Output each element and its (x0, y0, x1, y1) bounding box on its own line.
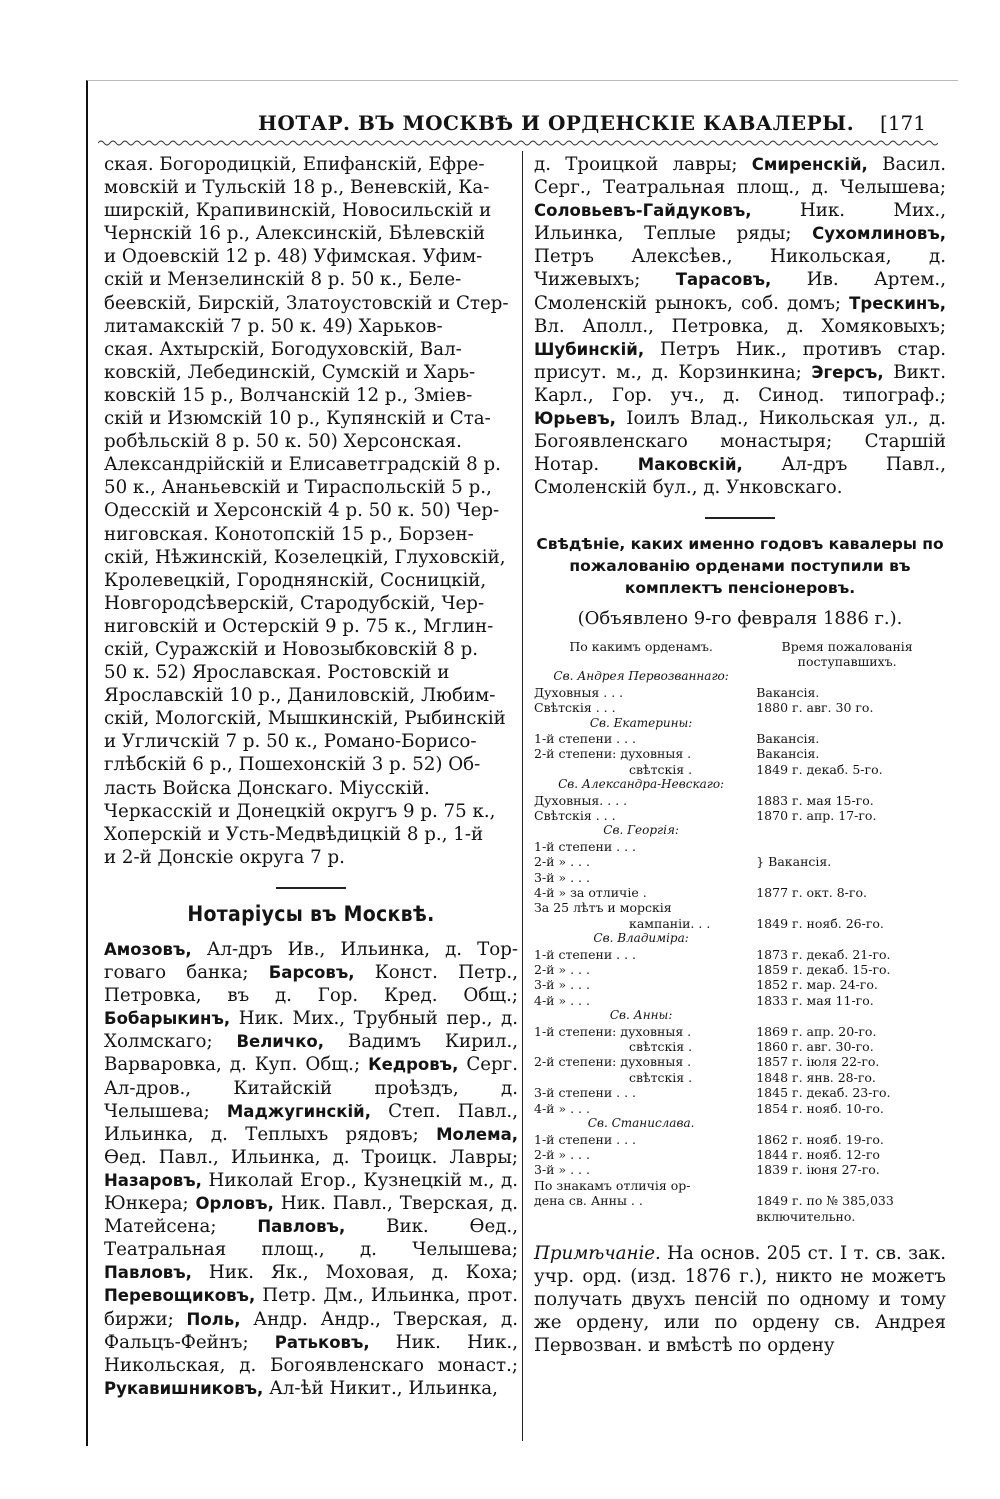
table-row (534, 1085, 946, 1100)
notary-name: Кедровъ, (368, 1055, 459, 1075)
notary-details: Ал-дръ Павл., Смоленскій бул., д. Унковскаго. (534, 454, 946, 499)
award-date: Вакансія. (756, 746, 820, 762)
award-date (748, 1008, 946, 1023)
notary-name: Смиренскій, (751, 155, 868, 174)
notary-name: Шубинскій, (534, 339, 645, 359)
table-row (534, 1193, 946, 1208)
award-date: 1849 г. нояб. 26-го. (756, 915, 884, 931)
notary-details: Васил. Серг., Театральная площ., д. Челышева; (534, 154, 946, 199)
notary-details: Ал-ѣй Никит., Ильинка, (263, 1377, 498, 1399)
notary-name: Ратьковъ, (274, 1332, 370, 1352)
table-subheader-row (534, 777, 946, 792)
table-header-row (534, 639, 946, 670)
text-line: литамакскій 7 р. 50 к. 49) Харьков- (104, 315, 443, 337)
text-line: Чернскій 16 р., Алексинскій, Бѣлевскій (104, 223, 486, 245)
table-subheader-row (534, 1008, 946, 1023)
table-row (534, 854, 946, 869)
page-number: [171 (880, 111, 926, 135)
notary-name: Павловъ, (257, 1217, 346, 1237)
table-row (534, 1070, 946, 1085)
notary-name: Молема, (436, 1124, 518, 1144)
text-line: ская. Богородицкій, Епифанскій, Ефре- (104, 154, 485, 175)
award-date: 1844 г. нояб. 12-го (756, 1146, 880, 1162)
text-line: робѣльскій 8 р. 50 к. 50) Херсонская. (104, 431, 462, 453)
notary-details: Іоилъ Влад., Никольская ул., д. Богоявленскаго монастыря; Старшій Нотар. (534, 408, 946, 476)
notary-name: Трескинъ, (849, 293, 946, 313)
notary-name: Бобарыкинъ, (104, 1009, 231, 1029)
award-date (748, 1116, 946, 1131)
notary-name: Маковскій, (637, 455, 743, 475)
award-date: 1852 г. мар. 24-го. (756, 977, 878, 993)
notary-details: Ник. Мих., Ильинка, Теплые ряды; (534, 200, 946, 245)
orders-table (534, 639, 946, 1224)
text-line: и 2-й Донскіе округа 7 р. (104, 846, 345, 868)
order-degree: свѣтскія . (629, 761, 693, 777)
table-row (534, 962, 946, 977)
text-line: ниговская. Конотопскій 15 р., Борзен- (104, 523, 474, 545)
text-line: Ярославскій 10 р., Даниловскій, Любим- (104, 685, 496, 707)
notary-name: Амозовъ, (104, 940, 192, 959)
table-subheader-row (534, 669, 946, 684)
award-date: Вакансія. (756, 684, 820, 700)
table-row (534, 947, 946, 962)
announcement-date: (Объявлено 9-го февраля 1886 г.). (577, 608, 903, 630)
notary-details: Ал-дръ Ив., Ильинка, д. Тор-говаго банка; (104, 939, 518, 984)
order-degree: 4-й » . . . (534, 992, 590, 1008)
notary-details: Ѳед. Павл., Ильинка, д. Троицк. Лавры; (104, 1146, 518, 1168)
award-date: 1880 г. авг. 30 го. (756, 700, 874, 716)
text-line: ниговскій и Остерскій 9 р. 75 к., Мглин- (104, 615, 494, 637)
column-header-time: Время пожалованія поступавшихъ. (781, 638, 913, 669)
award-date: 1833 г. мая 11-го. (756, 992, 874, 1008)
notary-details: Ник. Як., Моховая, д. Коха; (191, 1262, 518, 1284)
table-row (534, 731, 946, 746)
order-degree: 2-й » . . . (534, 854, 590, 870)
page-header (88, 111, 948, 141)
table-row (534, 1039, 946, 1054)
text-line: глѣбскій 6 р., Пошехонскій 3 р. 52) Об- (104, 754, 481, 776)
notary-details: Вик. Ѳед., Театральная площ., д. Челышева; (104, 1216, 518, 1261)
order-degree: 1-й степени: духовныя . (534, 1023, 692, 1039)
notary-name: Павловъ, (104, 1263, 192, 1283)
table-row (534, 1209, 946, 1224)
table-row (534, 1101, 946, 1116)
award-date (748, 839, 946, 854)
text-line: и Угличскій 7 р. 50 к., Романо-Борисо- (104, 731, 477, 753)
order-name: Св. Станислава. (587, 1116, 695, 1131)
table-row (534, 808, 946, 823)
table-row (534, 1162, 946, 1177)
notary-details: Викт. Карл., Гор. уч., д. Синод. типограф.; (534, 361, 946, 406)
notary-name: Поль, (186, 1309, 241, 1329)
notary-name: Соловьевъ-Гайдуковъ, (534, 201, 752, 221)
notary-name: Барсовъ, (268, 963, 355, 983)
text-line: скій, Мологскій, Мышкинскій, Рыбинскій (104, 708, 506, 730)
notary-details: Петръ Ник., противъ стар. присут. м., д. Корзинкина; (534, 338, 946, 383)
table-row (534, 1147, 946, 1162)
order-degree: Духовныя. . . . (534, 792, 628, 808)
notary-details: Ник. Мих., Трубный пер., д. Холмскаго; (104, 1008, 518, 1053)
text-line: беевскій, Бирскій, Златоустовскій и Стер- (104, 292, 509, 314)
award-date: включительно. (756, 1208, 856, 1224)
wavy-rule (98, 139, 938, 147)
table-subheader-row (534, 931, 946, 946)
text-line: ширскій, Крапивинскій, Новосильскій и (104, 200, 492, 222)
notary-details: Степ. Павл., Ильинка, д. Теплыхъ рядовъ; (104, 1100, 518, 1145)
text-line: ковскій, Лебединскій, Сумскій и Харь- (104, 361, 476, 383)
order-degree: Духовныя . . . (534, 684, 624, 700)
award-date: 1883 г. мая 15-го. (756, 792, 874, 808)
notary-name: Назаровъ, (104, 1170, 202, 1190)
text-line: Черкасскій и Донецкій округъ 9 р. 75 к., (104, 800, 496, 822)
notary-name: Сухомлиновъ, (812, 224, 946, 244)
award-date (748, 900, 946, 915)
text-line: ская. Ахтырскій, Богодуховскій, Вал- (104, 338, 462, 360)
regions-text (104, 153, 518, 869)
text-line: Хоперскій и Усть-Медвѣдицкій 8 р., 1-й (104, 823, 484, 845)
order-degree: 3-й » . . . (534, 977, 590, 993)
table-row (534, 700, 946, 715)
running-title: НОТАР. ВЪ МОСКВѢ И ОРДЕНСКІЕ КАВАЛЕРЫ. (258, 111, 855, 135)
award-date (748, 823, 946, 838)
order-degree: 3-й степени . . . (534, 1085, 637, 1101)
table-row (534, 1024, 946, 1039)
table-row (534, 839, 946, 854)
award-date: 1857 г. іюля 22-го. (756, 1054, 880, 1070)
table-subheader-row (534, 1116, 946, 1131)
order-degree: 1-й степени . . . (534, 946, 637, 962)
order-degree: 3-й » . . . (534, 1162, 590, 1178)
notary-details: Ник. Ник., Никольская, д. Богоявленскаго монаст.; (104, 1331, 518, 1376)
award-date: 1859 г. декаб. 15-го. (756, 962, 891, 978)
notaries-list-continued (534, 153, 946, 499)
info-title: Свѣдѣніе, каких именно годовъ кавалеры по пожалованію орденами поступили въ комплектъ пенсіонеровъ. (536, 535, 944, 598)
notaries-list (104, 938, 518, 1400)
award-date (748, 870, 946, 885)
award-date: 1854 г. нояб. 10-го. (756, 1100, 884, 1116)
text-line: Новгородсѣверскій, Стародубскій, Чер- (104, 592, 485, 614)
order-degree: Свѣтскія . . . (534, 700, 616, 716)
award-date: 1860 г. авг. 30-го. (756, 1039, 874, 1055)
award-date: } Вакансія. (756, 854, 832, 870)
table-row (534, 916, 946, 931)
table-row (534, 900, 946, 915)
page-frame (86, 80, 958, 1446)
notary-name: Тарасовъ, (675, 270, 772, 290)
text-line: Александрійскій и Елисаветградскій 8 р. (104, 454, 501, 476)
table-subheader-row (534, 823, 946, 838)
text-line: мовскій и Тульскій 18 р., Веневскій, Ка- (104, 177, 490, 199)
section-rule-right (705, 517, 775, 519)
order-name: Св. Александра-Невскаго: (558, 777, 725, 792)
notary-details: д. Троицкой лавры; (534, 154, 752, 175)
table-row (534, 870, 946, 885)
table-row (534, 1178, 946, 1193)
order-name: Св. Георгія: (603, 823, 679, 838)
section-rule (276, 887, 346, 889)
order-degree: За 25 лѣтъ и морскія (534, 900, 672, 916)
table-row (534, 746, 946, 761)
award-date: 1839 г. іюня 27-го. (756, 1162, 880, 1178)
order-degree: 1-й степени . . . (534, 838, 637, 854)
text-line: 50 к., Ананьевскій и Тираспольскій 5 р., (104, 477, 492, 499)
order-degree: свѣтскія . (629, 1039, 693, 1055)
notary-name: Эгерсъ, (811, 362, 884, 382)
order-degree: 2-й » . . . (534, 962, 590, 978)
order-degree: 2-й степени: духовныя . (534, 1054, 692, 1070)
notary-details: Вадимъ Кирил., Варваровка, д. Куп. Общ.; (104, 1031, 519, 1076)
award-date: 1849 г. декаб. 5-го. (756, 761, 883, 777)
award-date: Вакансія. (756, 730, 820, 746)
table-subheader-row (534, 716, 946, 731)
order-degree (534, 1209, 748, 1224)
footnote-label: Примѣчаніе. (534, 1242, 661, 1264)
award-date: 1870 г. апр. 17-го. (756, 807, 877, 823)
table-row (534, 1054, 946, 1069)
text-line: Кролевецкій, Городнянскій, Сосницкій, (104, 569, 487, 591)
award-date: 1849 г. по № 385,033 (756, 1193, 894, 1209)
order-degree: 4-й » . . . (534, 1100, 590, 1116)
text-line: 50 к. 52) Ярославская. Ростовскій и (104, 662, 450, 684)
order-name: Св. Владиміра: (593, 931, 689, 946)
award-date (748, 1178, 946, 1193)
award-date (748, 931, 946, 946)
notary-details: Николай Егор., Кузнецкій м., д. Юнкера; (104, 1169, 518, 1215)
order-degree: Свѣтскія . . . (534, 807, 616, 823)
order-degree: 2-й степени: духовныя . (534, 746, 692, 762)
text-line: скій, Нѣжинскій, Козелецкій, Глуховскій, (104, 546, 506, 568)
award-date: 1869 г. апр. 20-го. (756, 1023, 877, 1039)
table-row (534, 1132, 946, 1147)
table-row (534, 685, 946, 700)
award-date: 1848 г. янв. 28-го. (756, 1069, 876, 1085)
notary-details: Петр. Дм., Ильинка, прот. биржи; (104, 1285, 518, 1330)
notary-details: Вл. Аполл., Петровка, д. Хомяковыхъ; (534, 315, 946, 337)
award-date: 1873 г. декаб. 21-го. (756, 946, 891, 962)
notary-name: Юрьевъ, (534, 409, 616, 429)
text-line: Одесскій и Херсонскій 4 р. 50 к. 50) Чер- (104, 500, 500, 522)
notary-details: Серг. Ал-дров., Китайскій проѣздъ, д. Челышева; (104, 1054, 518, 1122)
order-degree: 2-й » . . . (534, 1146, 590, 1162)
notary-name: Орловъ, (195, 1194, 274, 1214)
order-degree: 4-й » за отличіе . (534, 885, 647, 900)
text-line: скій и Мензелинскій 8 р. 50 к., Беле- (104, 269, 462, 291)
award-date: 1862 г. нояб. 19-го. (756, 1131, 884, 1147)
notary-details: Ник. Павл., Тверская, д. Матейсена; (104, 1193, 518, 1238)
table-row (534, 762, 946, 777)
column-divider (522, 151, 523, 1441)
column-header-orders: По какимъ орденамъ. (569, 638, 713, 654)
text-line: скій и Изюмскій 10 р., Купянскій и Ста- (104, 408, 491, 430)
table-row (534, 885, 946, 900)
table-row (534, 977, 946, 992)
notary-details: Петръ Алексѣев., Никольская, д. Чижевыхъ; (534, 246, 946, 291)
footnote-text: На основ. 205 ст. I т. св. зак. учр. орд. (изд. 1876 г.), никто не можетъ получать двухъ пенсій по одному и тому же ордену, или по ордену св. Андрея Первозван. и вмѣстѣ по ордену (534, 1242, 946, 1357)
order-degree: дена св. Анны . . (534, 1193, 643, 1209)
text-line: ковскій 15 р., Волчанскій 12 р., Зміев- (104, 384, 473, 406)
order-degree: 1-й степени . . . (534, 1131, 637, 1147)
text-line: скій, Суражскій и Новозыбковскій 8 р. (104, 638, 479, 660)
footnote (534, 1242, 946, 1357)
order-degree: По знакамъ отличія ор- (534, 1177, 691, 1193)
notary-name: Рукавишниковъ, (104, 1378, 264, 1398)
order-name: Св. Екатерины: (589, 715, 693, 730)
text-line: и Одоевскій 12 р. 48) Уфимская. Уфим- (104, 246, 483, 268)
notary-name: Перевощиковъ, (104, 1286, 256, 1306)
text-line: ласть Войска Донскаго. Міусскій. (104, 777, 430, 799)
notary-details: Ив. Артем., Смоленскій рынокъ, соб. домъ; (534, 269, 946, 314)
order-degree: кампаніи. . . (629, 915, 711, 931)
order-name: Св. Анны: (609, 1008, 673, 1023)
notary-details: Конст. Петр., Петровка, въ д. Гор. Кред. Общ.; (104, 962, 518, 1007)
award-date: 1877 г. окт. 8-го. (756, 885, 867, 900)
table-row (534, 793, 946, 808)
order-degree: 3-й » . . . (534, 869, 590, 885)
order-degree: 1-й степени . . . (534, 730, 637, 746)
section-title: Нотаріусы въ Москвѣ. (187, 901, 435, 926)
award-date (748, 716, 946, 731)
notary-name: Величко, (236, 1032, 324, 1052)
order-name: Св. Андрея Первозваннаго: (553, 669, 729, 684)
table-row (534, 993, 946, 1008)
notary-name: Маджугинскій, (226, 1101, 371, 1121)
right-column (534, 153, 946, 1357)
left-column (104, 153, 518, 1400)
order-degree: свѣтскія . (629, 1069, 693, 1085)
award-date: 1845 г. декаб. 23-го. (756, 1085, 891, 1101)
notary-details: Андр. Андр., Тверская, д. Фальцъ-Фейнъ; (104, 1308, 518, 1353)
award-date (748, 777, 946, 792)
